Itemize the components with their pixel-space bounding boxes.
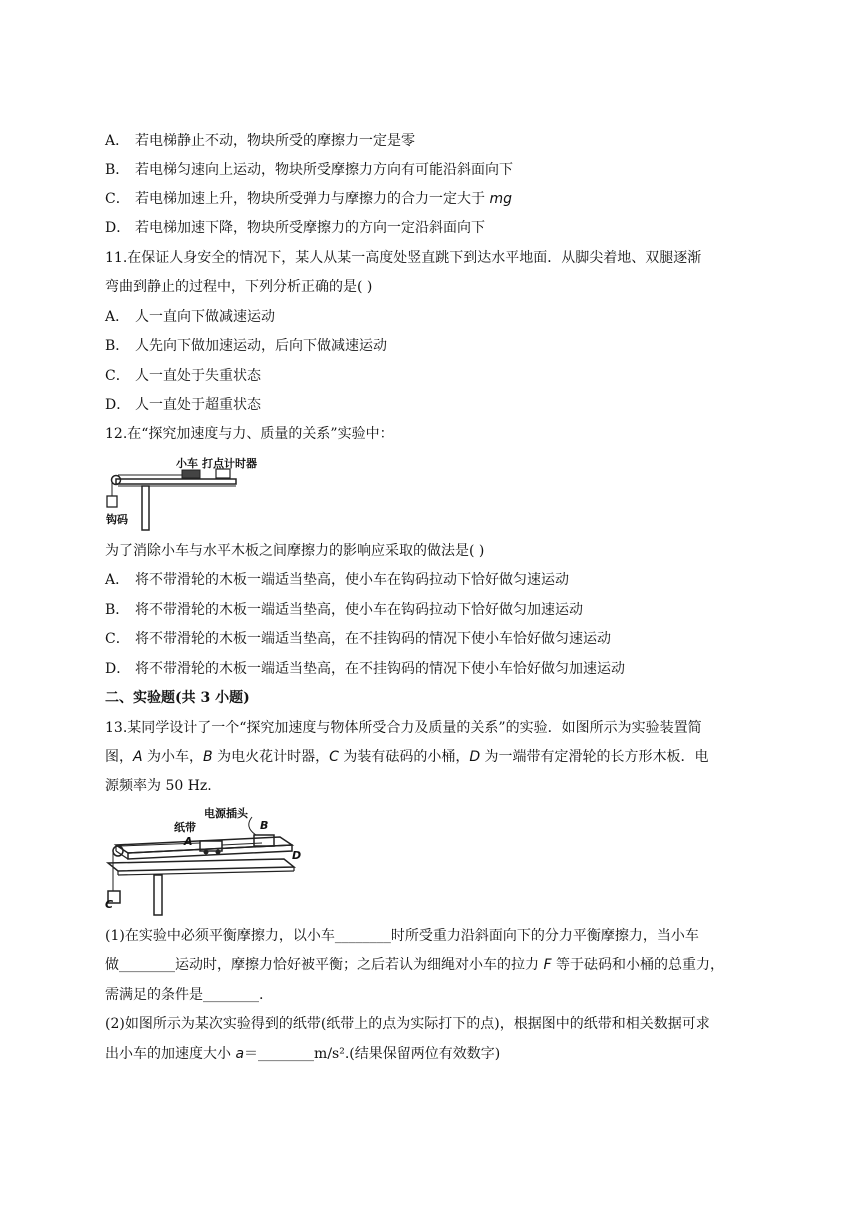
option-mg: mg xyxy=(489,191,512,207)
option-text: 将不带滑轮的木板一端适当垫高，在不挂钩码的情况下使小车恰好做匀速运动 xyxy=(135,631,611,647)
q10-option-b xyxy=(105,160,513,180)
q13-part1-line1: (1)在实验中必须平衡摩擦力，以小车________时所受重力沿斜面向下的分力平衡摩擦力，当小车 xyxy=(105,928,699,944)
option-text: 人一直向下做减速运动 xyxy=(135,309,275,325)
q13-text: 做________运动时，摩擦力恰好被平衡；之后若认为细绳对小车的拉力 xyxy=(105,957,544,973)
q13-apparatus-figure xyxy=(104,805,304,917)
q12-option-c xyxy=(105,629,611,649)
option-text: 若电梯静止不动，物块所受的摩擦力一定是零 xyxy=(135,133,415,149)
option-text: 人一直处于失重状态 xyxy=(135,368,261,384)
q12-apparatus-figure xyxy=(104,450,284,532)
q13-line1: 13.某同学设计了一个“探究加速度与物体所受合力及质量的关系”的实验．如图所示为实验装置简 xyxy=(105,720,702,736)
q13-apparatus-drawing xyxy=(104,805,304,917)
option-letter: A． xyxy=(105,133,130,149)
option-letter: C． xyxy=(105,191,130,207)
option-text: 将不带滑轮的木板一端适当垫高，使小车在钩码拉动下恰好做匀速运动 xyxy=(135,572,569,588)
option-letter: B． xyxy=(105,338,130,354)
q13-label-a: A xyxy=(184,835,193,848)
option-text: 人先向下做加速运动，后向下做减速运动 xyxy=(135,338,387,354)
q13-label-b: B xyxy=(260,819,269,832)
q13-var-a: A xyxy=(133,749,143,765)
q10-option-c xyxy=(105,189,512,209)
q13-label-plug: 电源插头 xyxy=(204,807,248,820)
option-letter: A． xyxy=(105,309,130,325)
option-text: 若电梯匀速向上运动，物块所受摩擦力方向有可能沿斜面向下 xyxy=(135,162,513,178)
option-text: 将不带滑轮的木板一端适当垫高，使小车在钩码拉动下恰好做匀加速运动 xyxy=(135,602,583,618)
q10-option-a xyxy=(105,131,415,151)
q13-text: 为电火花计时器， xyxy=(212,749,330,765)
q13-var-accel: a xyxy=(235,1046,245,1062)
q13-part2-line1: (2)如图所示为某次实验得到的纸带(纸带上的点为实际打下的点)，根据图中的纸带和相关数据可求 xyxy=(105,1016,710,1032)
q13-label-tape: 纸带 xyxy=(174,821,196,834)
q12-label-weight: 钩码 xyxy=(106,513,128,526)
option-letter: B． xyxy=(105,602,130,618)
q13-line3: 源频率为 50 Hz. xyxy=(105,778,212,794)
q13-part1-line3: 需满足的条件是________. xyxy=(105,987,264,1003)
option-letter: A． xyxy=(105,572,130,588)
q13-var-b: B xyxy=(203,749,213,765)
q13-part2-line2 xyxy=(105,1044,500,1064)
q11-option-b xyxy=(105,336,387,356)
q11-option-a xyxy=(105,307,275,327)
q13-label-d: D xyxy=(292,849,302,862)
option-letter: D． xyxy=(105,661,131,677)
q12-option-a xyxy=(105,570,569,590)
option-text: 若电梯加速下降，物块所受摩擦力的方向一定沿斜面向下 xyxy=(135,220,485,236)
q11-option-d xyxy=(105,395,261,415)
q12-question: 为了消除小车与水平木板之间摩擦力的影响应采取的做法是( ) xyxy=(105,543,485,559)
option-text: 若电梯加速上升，物块所受弹力与摩擦力的合力一定大于 xyxy=(135,191,490,207)
q13-var-c: C xyxy=(329,749,339,765)
q13-text: 出小车的加速度大小 xyxy=(105,1046,236,1062)
q13-text: ＝________m/s².(结果保留两位有效数字) xyxy=(244,1046,501,1062)
q13-text: 等于砝码和小桶的总重力， xyxy=(551,957,724,973)
q11-stem-line1: 11.在保证人身安全的情况下，某人从某一高度处竖直跳下到达水平地面．从脚尖着地、双腿逐渐 xyxy=(105,250,702,266)
option-text: 将不带滑轮的木板一端适当垫高，在不挂钩码的情况下使小车恰好做匀加速运动 xyxy=(135,661,625,677)
q13-text: 为装有砝码的小桶， xyxy=(338,749,470,765)
q10-option-d xyxy=(105,218,485,238)
option-letter: D． xyxy=(105,220,131,236)
option-letter: C． xyxy=(105,631,130,647)
q12-option-b xyxy=(105,600,583,620)
option-letter: C． xyxy=(105,368,130,384)
q11-option-c xyxy=(105,366,261,386)
q12-label-timer: 打点计时器 xyxy=(202,457,257,470)
option-letter: D． xyxy=(105,397,131,413)
q13-line2 xyxy=(105,747,709,767)
section-heading: 二、实验题(共 3 小题) xyxy=(105,690,250,706)
q13-text: 为一端带有定滑轮的长方形木板．电 xyxy=(480,749,709,765)
q12-stem: 12.在“探究加速度与力、质量的关系”实验中： xyxy=(105,426,394,442)
q11-stem-line2: 弯曲到静止的过程中，下列分析正确的是( ) xyxy=(105,279,373,295)
q12-label-cart: 小车 xyxy=(176,457,198,470)
q13-text: 为小车， xyxy=(142,749,204,765)
q13-part1-line2 xyxy=(105,955,724,975)
option-text: 人一直处于超重状态 xyxy=(135,397,261,413)
option-letter: B． xyxy=(105,162,130,178)
q13-var-f: F xyxy=(543,957,552,973)
q13-label-c: C xyxy=(105,898,114,911)
q12-option-d xyxy=(105,659,625,679)
q13-var-d: D xyxy=(469,749,481,765)
q13-text: 图， xyxy=(105,749,133,765)
